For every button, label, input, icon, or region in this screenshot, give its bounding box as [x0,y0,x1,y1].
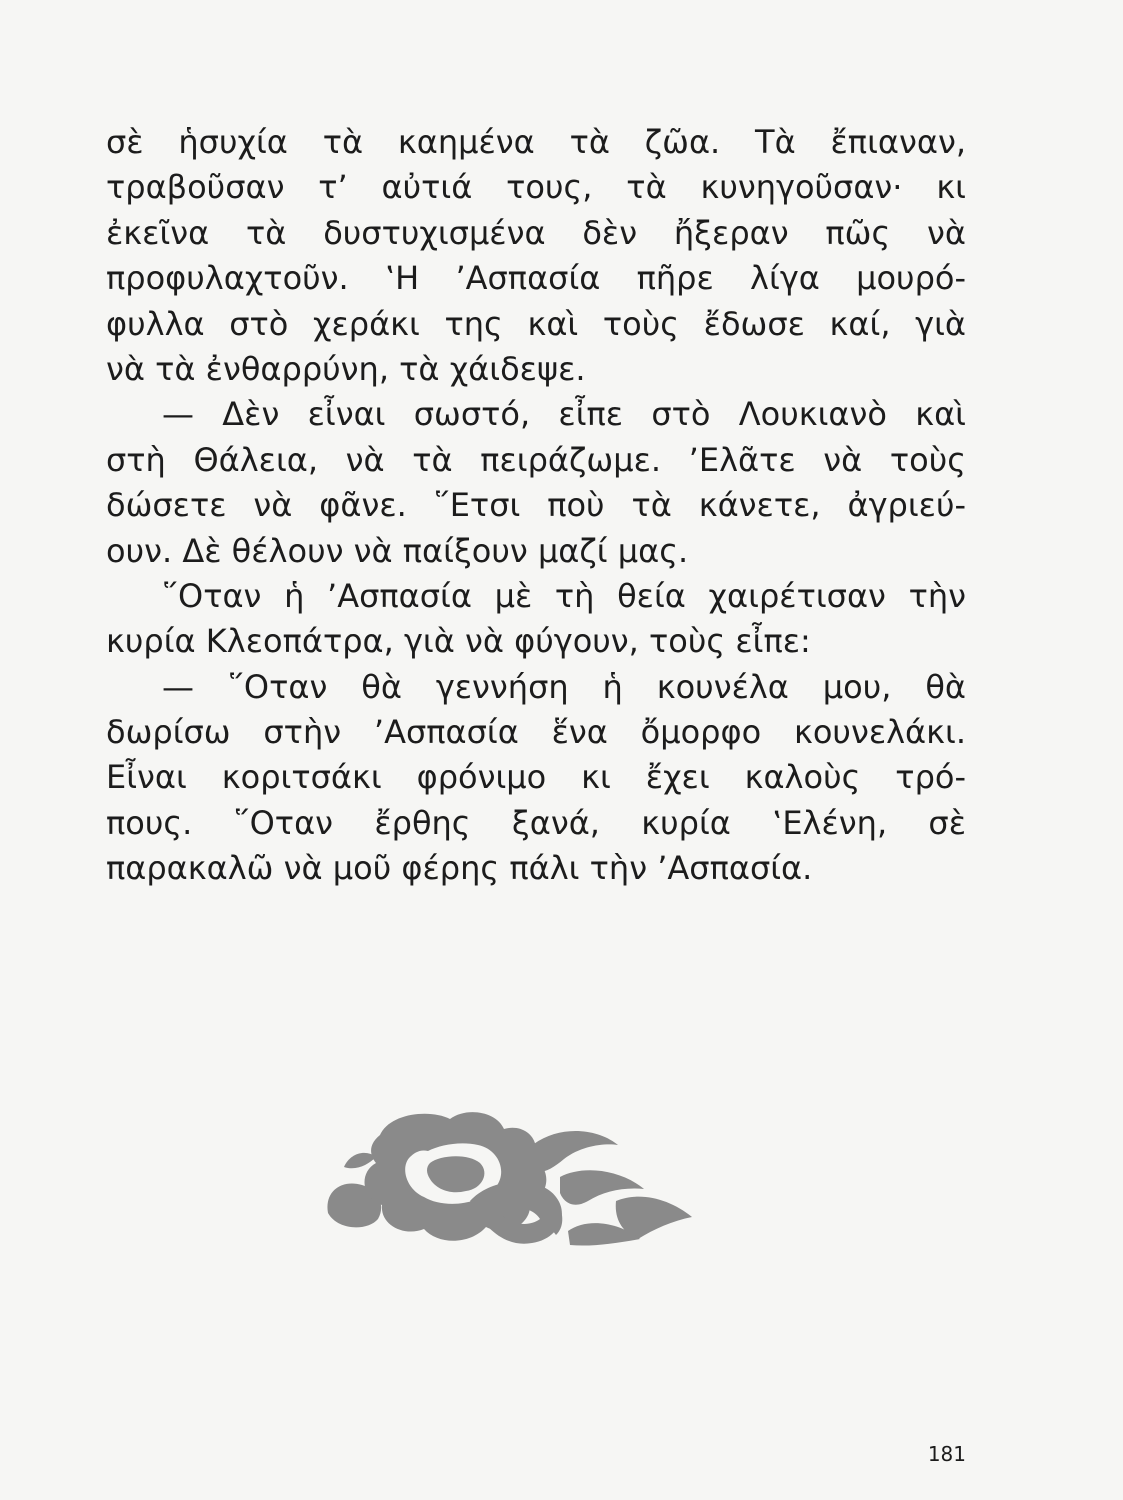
text-line-11: ῞Οταν ἡ ’Ασπασία μὲ τὴ θεία χαιρέτισαν τὴν [162,576,966,615]
text-line-14: δωρίσω στὴν ’Ασπασία ἕνα ὄμορφο κουνελάκι. [106,713,966,752]
text-line-13: — ῞Οταν θὰ γεννήση ἡ κουνέλα μου, θὰ [162,667,966,706]
text-line-17: παρακαλῶ νὰ μοῦ φέρης πάλι τὴν ’Ασπασία. [106,849,813,888]
text-line-16: πους. ῞Οταν ἔρθης ξανά, κυρία ‛Ελένη, σὲ [106,803,966,842]
floral-ornament-icon [320,1105,700,1255]
text-line-3: ἐκεῖνα τὰ δυστυχισμένα δὲν ἤξεραν πῶς νὰ [106,213,966,252]
text-line-12: κυρία Κλεοπάτρα, γιὰ νὰ φύγουν, τοὺς εἶπε: [106,622,811,661]
text-line-7: — Δὲν εἶναι σωστό, εἶπε στὸ Λουκιανὸ καὶ [162,395,966,434]
text-line-6: νὰ τὰ ἐνθαρρύνη, τὰ χάιδεψε. [106,349,586,388]
body-text [106,120,966,892]
page-number: 181 [927,1442,966,1466]
text-line-10: ουν. Δὲ θέλουν νὰ παίξουν μαζί μας. [106,531,689,570]
text-line-4: προφυλαχτοῦν. ‛Η ’Ασπασία πῆρε λίγα μουρό- [106,259,966,298]
text-line-1: σὲ ἡσυχία τὰ καημένα τὰ ζῶα. Τὰ ἔπιαναν, [106,123,966,161]
text-line-15: Εἶναι κοριτσάκι φρόνιμο κι ἔχει καλοὺς τρό- [106,758,966,797]
text-line-5: φυλλα στὸ χεράκι της καὶ τοὺς ἔδωσε καί, γιὰ [106,304,966,343]
text-line-2: τραβοῦσαν τ’ αὐτιά τους, τὰ κυνηγοῦσαν· κι [106,168,966,207]
text-line-9: δώσετε νὰ φᾶνε. ῞Ετσι ποὺ τὰ κάνετε, ἀγριεύ- [106,486,966,525]
text-line-8: στὴ Θάλεια, νὰ τὰ πειράζωμε. ’Ελᾶτε νὰ τοὺς [106,440,966,479]
